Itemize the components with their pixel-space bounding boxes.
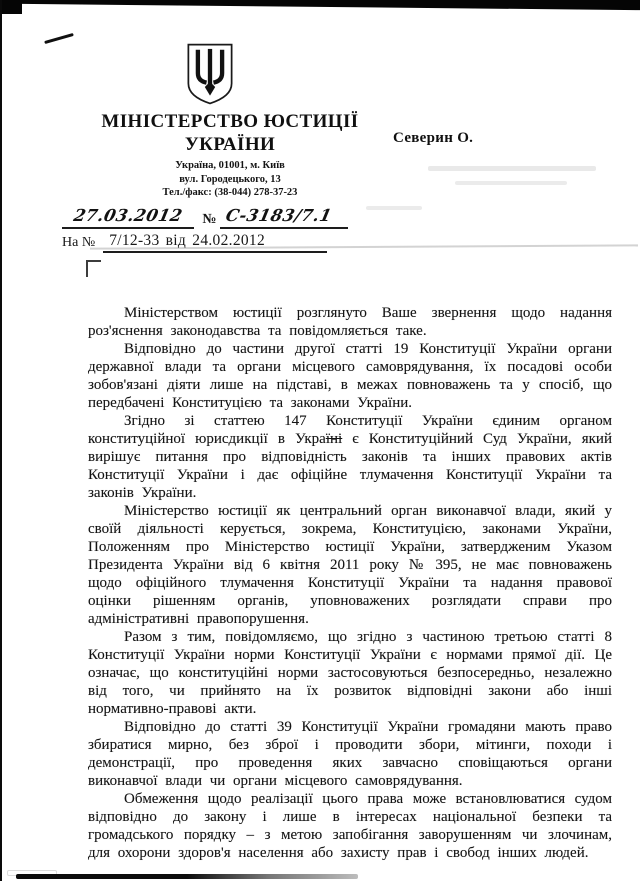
outgoing-number-handwritten: С-3183/7.1 bbox=[224, 206, 335, 225]
outgoing-ref-line bbox=[62, 206, 348, 229]
ministry-name-line1: МІНІСТЕРСТВО ЮСТИЦІЇ bbox=[101, 111, 359, 132]
scan-smudge-artifact bbox=[428, 166, 596, 171]
body-paragraph: Міністерством юстиції розглянуто Ваше звернення щодо надання роз'яснення законодавства та повідомляється таке. bbox=[88, 305, 612, 339]
reference-block bbox=[62, 206, 348, 253]
incoming-ref-line bbox=[62, 232, 348, 253]
body-paragraph: Разом з тим, повідомляємо, що згідно з частиною третьою статті 8 Конституції України норми Конституції України є нормами прямої дії. Це означає, що конституційні норми застосовуються безпосередньо, незалежно від того, чи прийнято на їх розвиток відповідні закони або інші нормативно-правові акти. bbox=[88, 629, 612, 717]
scan-corner-artifact bbox=[0, 0, 22, 14]
ministry-name-line2: УКРАЇНИ bbox=[184, 134, 276, 155]
body-paragraph: Обмеження щодо реалізації цього права може встановлюватися судом відповідно до закону і лише в інтересах національної безпеки та громадського порядку – з метою запобігання заворушенням чи злочинам, для охорони здоров'я населення або захисту прав і свобод інших людей. bbox=[88, 791, 612, 861]
address-line2: вул. Городецького, 13 bbox=[179, 173, 281, 185]
ministry-address bbox=[95, 159, 365, 200]
pen-stroke-mark bbox=[44, 33, 74, 44]
number-symbol: № bbox=[202, 212, 217, 227]
ministry-name bbox=[95, 110, 365, 156]
address-corner-mark bbox=[86, 260, 101, 277]
body-paragraph: Міністерство юстиції як центральний орган виконавчої влади, який у своїй діяльності керується, зокрема, Конституцією, законами України, Положенням про Міністерство юстиції України, затвердженим Указом Президента України від 6 квітня 2011 року № 395, не має повноважень щодо офіційного тлумачення Конституції України та надання правової оцінки рішенням органів, уповноважених розглядати справи про адміністративні правопорушення. bbox=[88, 503, 612, 627]
letterhead bbox=[95, 40, 365, 205]
recipient-name: Северин О. bbox=[393, 130, 474, 146]
letter-body bbox=[88, 304, 612, 862]
address-line3: Тел./факс: (38-044) 278-37-23 bbox=[162, 187, 298, 198]
incoming-ref-label: На № bbox=[62, 235, 96, 250]
outgoing-date-handwritten: 27.03.2012 bbox=[71, 206, 185, 225]
scan-smudge-artifact bbox=[366, 206, 422, 210]
scan-left-edge-artifact bbox=[0, 0, 2, 881]
outgoing-date-underline bbox=[62, 206, 194, 229]
body-paragraph: Відповідно до частини другої статті 19 Конституції України органи державної влади та органи місцевого самоврядування, їх посадові особи зобов'язані діяти лише на підставі, в межах повноважень та у спосіб, що передбачені Конституцією та законами України. bbox=[88, 341, 612, 411]
outgoing-number-underline bbox=[220, 206, 348, 229]
address-line1: Україна, 01001, м. Київ bbox=[175, 160, 285, 171]
coat-of-arms-trident-icon bbox=[183, 42, 237, 106]
scan-bottom-edge-artifact bbox=[16, 874, 358, 879]
scan-smudge-artifact bbox=[455, 181, 567, 185]
scan-top-edge-artifact bbox=[0, 0, 640, 13]
body-paragraph: Відповідно до статті 39 Конституції України громадяни мають право збиратися мирно, без зброї і проводити збори, мітинги, походи і демонстрації, про проведення яких завчасно сповіщаються органи виконавчої влади чи органи місцевого самоврядування. bbox=[88, 719, 612, 789]
body-paragraph: Згідно зі статтею 147 Конституції України єдиним органом конституційної юрисдикції в Україні є Конституційний Суд України, який вирішує питання про відповідність законів та інших правових актів Конституції України і дає офіційне тлумачення Конституції України та законів України. bbox=[88, 413, 612, 501]
incoming-ref-value: 7/12-33 від 24.02.2012 bbox=[103, 232, 327, 253]
